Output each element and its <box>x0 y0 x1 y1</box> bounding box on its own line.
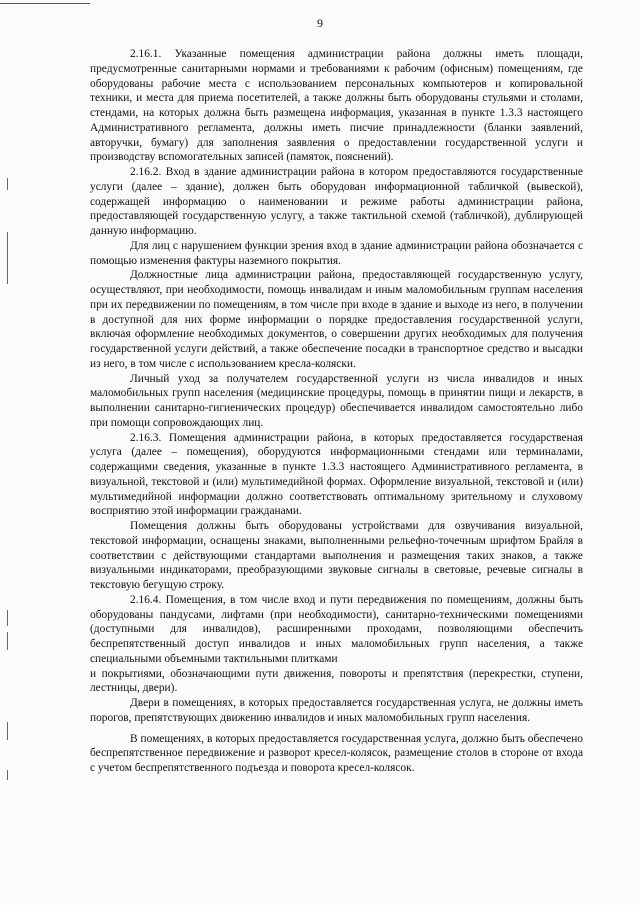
paragraph-2-16-1: 2.16.1. Указанные помещения администрации района должны иметь площади, предусмотренные санитарными нормами и требованиями к рабочим (офисным) помещениям, где оборудованы рабочие места с использованием персональных компьютеров и копировальной техники, и места для приема посетителей, а также должны быть оборудованы стульями и столами, стендами, на которых должна быть размещена информация, указанная в пункте 1.3.3 настоящего Административного регламента, должны иметь писчие принадлежности (бланки заявлений, авторучки, бумагу) для заполнения заявления о предоставлении государственной услуги и производству вспомогательных записей (памяток, пояснений). <box>90 48 583 164</box>
page-number: 9 <box>317 16 323 30</box>
paragraph-2-16-4-continued: и покрытиями, обозначающими пути движения, повороты и препятствия (перекрестки, ступени, лестницы, двери). <box>90 667 583 695</box>
margin-mark <box>7 178 8 190</box>
paragraph-2-16-2: 2.16.2. Вход в здание администрации района в котором предоставляются государственные услуги (далее – здание), должен быть оборудован информационной табличкой (вывеской), содержащей информацию о наименовании и режиме работы администрации района, предоставляющей государственную услугу, а также тактильной схемой (табличкой), дублирующей данную информацию. <box>90 166 583 237</box>
paragraph-equipment: Помещения должны быть оборудованы устройствами для озвучивания визуальной, текстовой информации, оснащены знаками, выполненными рельефно-точечным шрифтом Брайля в соответствии с действующими стандартами выполнения и размещения таких знаков, а также визуальными индикаторами, преобразующими звуковые сигналы в световые, речевые сигналы в текстовую бегущую строку. <box>90 520 583 591</box>
paragraph-2-16-3: 2.16.3. Помещения администрации района, в которых предоставляется государственая услуга (далее – помещения), оборудуются информационными стендами или терминалами, содержащими сведения, указанные в пункте 1.3.3 настоящего Административного регламента, в визуальной, текстовой и (или) мультимедийной формах. Оформление визуальной, текстовой и (или) мультимедийной информации должно соответствовать оптимальному зрительному и слуховому восприятию этой информации гражданами. <box>90 431 583 518</box>
paragraph-doors: Двери в помещениях, в которых предоставляется государственная услуга, не должны иметь порогов, препятствующих движению инвалидов и иных маломобильных групп населения. <box>90 697 583 724</box>
paragraph-officials-assistance: Должностные лица администрации района, предоставляющей государственную услугу, осуществляют, при необходимости, помощь инвалидам и иным маломобильным группам населения при их передвижении по помещениям, в том числе при входе в здание и выходе из него, в получении в доступной для них форме информации о порядке предоставления государственной услуги, включая оформление необходимых документов, о совершении других необходимых для получения государственной услуги действий, а также обеспечение посадки в транспортное средство и высадки из него, в том числе с использованием кресла-коляски. <box>90 269 583 370</box>
paragraph-personal-care: Личный уход за получателем государственной услуги из числа инвалидов и иных маломобильных групп населения (медицинские процедуры, помощь в принятии пищи и лекарств, в выполнении санитарно-гигиенических процедур) обеспечивается инвалидом самостоятельно либо при помощи сопровождающих лиц. <box>90 372 583 429</box>
top-edge-line <box>0 3 90 4</box>
margin-mark <box>7 722 8 740</box>
margin-mark <box>7 610 8 626</box>
margin-mark <box>7 232 8 284</box>
document-body <box>90 47 583 776</box>
paragraph-2-16-4: 2.16.4. Помещения, в том числе вход и пути передвижения по помещениям, должны быть оборудованы пандусами, лифтами (при необходимости), санитарно-техническими помещениями (доступными для инвалидов), расширенными проходами, позволяющими обеспечить беспрепятственный доступ инвалидов и иных маломобильных групп населения, а также специальными объемными тактильными плитками <box>90 593 583 665</box>
margin-mark <box>7 770 8 780</box>
paragraph-wheelchairs: В помещениях, в которых предоставляется государственная услуга, должно быть обеспечено беспрепятственное передвижение и разворот кресел-колясок, размещение столов в стороне от входа с учетом беспрепятственного подъезда и поворота кресел-колясок. <box>90 732 583 774</box>
margin-mark <box>7 632 8 650</box>
paragraph-vision-impaired: Для лиц с нарушением функции зрения вход в здание администрации района обозначается с помощью изменения фактуры наземного покрытия. <box>90 239 583 267</box>
